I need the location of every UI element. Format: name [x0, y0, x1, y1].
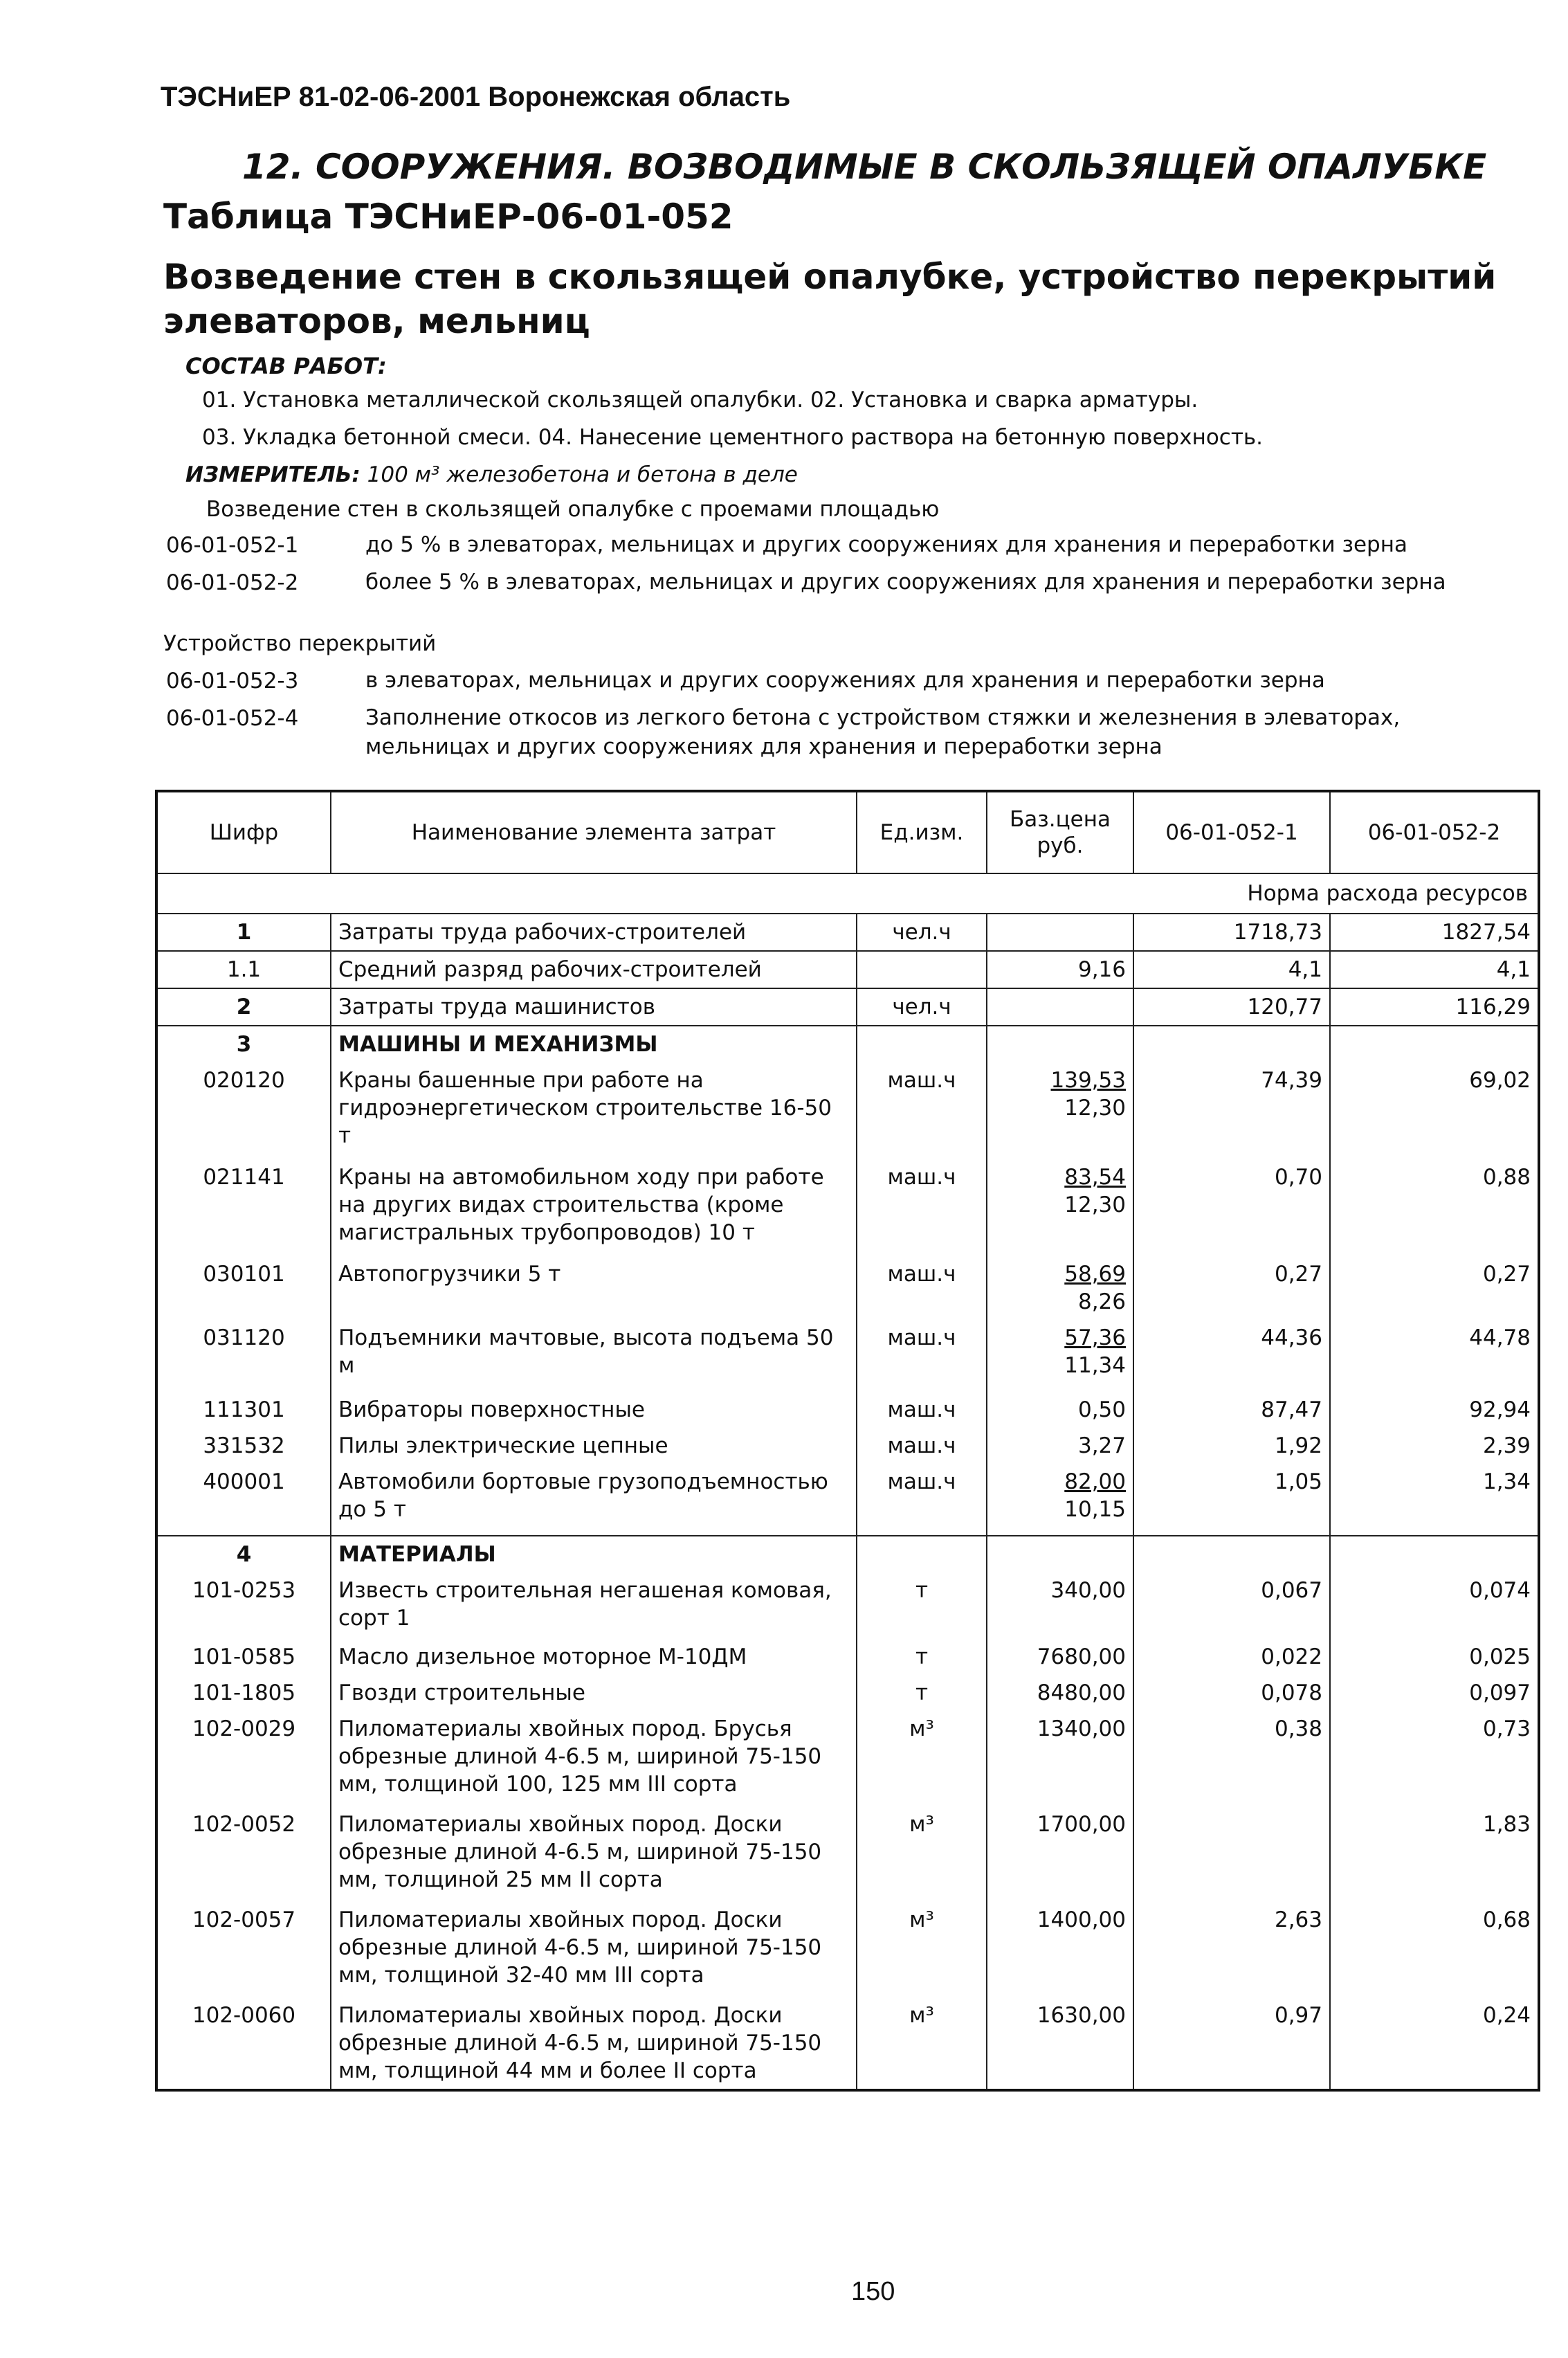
row-name: Средний разряд рабочих-строителей — [331, 951, 857, 988]
row-unit: м³ — [857, 1711, 987, 1806]
row-name: Гвозди строительные — [331, 1675, 857, 1711]
row-code: 031120 — [156, 1320, 331, 1392]
table-row — [156, 1159, 1539, 1256]
row-code: 101-0253 — [156, 1572, 331, 1639]
item-description: до 5 % в элеваторах, мельницах и других сооружениях для хранения и переработки зерна — [365, 532, 1407, 557]
row-price — [987, 988, 1133, 1026]
row-name: Затраты труда рабочих-строителей — [331, 914, 857, 951]
row-name: Пиломатериалы хвойных пород. Доски обрезные длиной 4-6.5 м, шириной 75-150 мм, толщиной 44 мм и более II сорта — [331, 1997, 857, 2090]
row-price: 1400,00 — [987, 1902, 1133, 1997]
document-title: Возведение стен в скользящей опалубке, устройство перекрытий элеваторов, мельниц — [163, 257, 1497, 341]
machine-price: 57,36 — [1064, 1325, 1126, 1350]
header-price: Баз.цена руб. — [987, 791, 1133, 873]
operator-wage: 10,15 — [1064, 1497, 1126, 1522]
row-code: 1.1 — [156, 951, 331, 988]
work-composition-label: СОСТАВ РАБОТ: — [185, 353, 387, 379]
row-value-1: 1718,73 — [1133, 914, 1330, 951]
table-row — [156, 1997, 1539, 2090]
row-code: 102-0060 — [156, 1997, 331, 2090]
row-name: Пиломатериалы хвойных пород. Доски обрезные длиной 4-6.5 м, шириной 75-150 мм, толщиной 25 мм II сорта — [331, 1806, 857, 1902]
machine-price: 82,00 — [1064, 1469, 1126, 1494]
work-line: 01. Установка металлической скользящей опалубки. 02. Установка и сварка арматуры. — [202, 388, 1198, 412]
running-header: ТЭСНиЕР 81-02-06-2001 Воронежская область — [161, 82, 791, 112]
row-value-1: 120,77 — [1133, 988, 1330, 1026]
row-price — [987, 1536, 1133, 1572]
row-code: 102-0057 — [156, 1902, 331, 1997]
row-value-1: 1,92 — [1133, 1428, 1330, 1464]
row-unit — [857, 1536, 987, 1572]
table-row — [156, 1711, 1539, 1806]
table-row — [156, 1806, 1539, 1902]
row-name: Известь строительная негашеная комовая, сорт 1 — [331, 1572, 857, 1639]
row-value-1: 44,36 — [1133, 1320, 1330, 1392]
row-price — [987, 1026, 1133, 1062]
row-value-2: 0,68 — [1330, 1902, 1539, 1997]
work-line: 03. Укладка бетонной смеси. 04. Нанесение цементного раствора на бетонную поверхность. — [202, 425, 1264, 450]
row-value-2: 69,02 — [1330, 1062, 1539, 1159]
resource-table — [155, 790, 1540, 2092]
header-unit: Ед.изм. — [857, 791, 987, 873]
operator-wage: 12,30 — [1064, 1192, 1126, 1217]
table-row — [156, 1572, 1539, 1639]
row-code: 020120 — [156, 1062, 331, 1159]
row-price: 3,27 — [987, 1428, 1133, 1464]
row-value-1: 0,067 — [1133, 1572, 1330, 1639]
row-name: Пилы электрические цепные — [331, 1428, 857, 1464]
row-name: Краны на автомобильном ходу при работе на других видах строительства (кроме магистральных трубопроводов) 10 т — [331, 1159, 857, 1256]
table-row — [156, 1428, 1539, 1464]
row-code: 102-0029 — [156, 1711, 331, 1806]
row-unit: чел.ч — [857, 914, 987, 951]
row-value-1: 87,47 — [1133, 1392, 1330, 1428]
row-unit: чел.ч — [857, 988, 987, 1026]
measure-label: ИЗМЕРИТЕЛЬ: — [185, 462, 361, 487]
row-value-2: 1,34 — [1330, 1464, 1539, 1536]
row-price: 8480,00 — [987, 1675, 1133, 1711]
header-col-1: 06-01-052-1 — [1133, 791, 1330, 873]
row-name: Вибраторы поверхностные — [331, 1392, 857, 1428]
row-price: 340,00 — [987, 1572, 1133, 1639]
row-unit: маш.ч — [857, 1159, 987, 1256]
row-price: 1630,00 — [987, 1997, 1133, 2090]
row-value-1: 0,97 — [1133, 1997, 1330, 2090]
measure-line — [185, 462, 798, 487]
table-row — [156, 1392, 1539, 1428]
row-code: 101-0585 — [156, 1639, 331, 1675]
row-code: 3 — [156, 1026, 331, 1062]
table-row — [156, 1675, 1539, 1711]
row-name: МАШИНЫ И МЕХАНИЗМЫ — [331, 1026, 857, 1062]
operator-wage: 11,34 — [1064, 1353, 1126, 1378]
section-title: 12. СООРУЖЕНИЯ. ВОЗВОДИМЫЕ В СКОЛЬЗЯЩЕЙ ОПАЛУБКЕ — [242, 147, 1487, 187]
row-price — [987, 1464, 1133, 1536]
row-code: 111301 — [156, 1392, 331, 1428]
row-price: 1340,00 — [987, 1711, 1133, 1806]
row-value-2: 0,73 — [1330, 1711, 1539, 1806]
row-code: 4 — [156, 1536, 331, 1572]
table-header-row — [156, 791, 1539, 873]
row-unit — [857, 951, 987, 988]
item-description: в элеваторах, мельницах и других сооружениях для хранения и переработки зерна — [365, 668, 1325, 693]
machine-price: 139,53 — [1050, 1068, 1126, 1093]
row-value-2: 2,39 — [1330, 1428, 1539, 1464]
row-value-2: 116,29 — [1330, 988, 1539, 1026]
row-unit: маш.ч — [857, 1062, 987, 1159]
row-price — [987, 1320, 1133, 1392]
table-row — [156, 1256, 1539, 1320]
row-unit: маш.ч — [857, 1256, 987, 1320]
row-value-1 — [1133, 1026, 1330, 1062]
row-value-2: 0,097 — [1330, 1675, 1539, 1711]
row-value-1: 74,39 — [1133, 1062, 1330, 1159]
group-title: Устройство перекрытий — [163, 631, 437, 656]
header-name: Наименование элемента затрат — [331, 791, 857, 873]
header-col-2: 06-01-052-2 — [1330, 791, 1539, 873]
table-row — [156, 1902, 1539, 1997]
row-value-2 — [1330, 1536, 1539, 1572]
table-row — [156, 1464, 1539, 1536]
operator-wage: 8,26 — [1077, 1289, 1126, 1314]
row-name: Автомобили бортовые грузоподъемностью до 5 т — [331, 1464, 857, 1536]
norm-caption-row — [156, 873, 1539, 914]
row-price: 0,50 — [987, 1392, 1133, 1428]
row-value-1: 0,078 — [1133, 1675, 1330, 1711]
row-value-2: 0,88 — [1330, 1159, 1539, 1256]
operator-wage: 12,30 — [1064, 1096, 1126, 1121]
row-value-1: 0,38 — [1133, 1711, 1330, 1806]
table-row — [156, 1536, 1539, 1572]
row-unit: м³ — [857, 1902, 987, 1997]
row-unit: маш.ч — [857, 1464, 987, 1536]
row-unit: маш.ч — [857, 1428, 987, 1464]
measure-text: 100 м³ железобетона и бетона в деле — [367, 462, 798, 487]
row-value-2 — [1330, 1026, 1539, 1062]
row-value-1: 2,63 — [1133, 1902, 1330, 1997]
row-name: Пиломатериалы хвойных пород. Брусья обрезные длиной 4-6.5 м, шириной 75-150 мм, толщиной 100, 125 мм III сорта — [331, 1711, 857, 1806]
row-unit: маш.ч — [857, 1320, 987, 1392]
item-code: 06-01-052-2 — [166, 570, 299, 595]
table-row — [156, 951, 1539, 988]
table-name: Таблица ТЭСНиЕР-06-01-052 — [163, 197, 733, 237]
header-code: Шифр — [156, 791, 331, 873]
row-value-1: 0,022 — [1133, 1639, 1330, 1675]
row-value-2: 0,025 — [1330, 1639, 1539, 1675]
row-value-2: 44,78 — [1330, 1320, 1539, 1392]
row-value-2: 1,83 — [1330, 1806, 1539, 1902]
row-value-1: 1,05 — [1133, 1464, 1330, 1536]
row-code: 030101 — [156, 1256, 331, 1320]
item-code: 06-01-052-1 — [166, 533, 299, 558]
row-value-2: 1827,54 — [1330, 914, 1539, 951]
row-price — [987, 1159, 1133, 1256]
row-code: 2 — [156, 988, 331, 1026]
row-price — [987, 1062, 1133, 1159]
group-title: Возведение стен в скользящей опалубке с проемами площадью — [206, 497, 940, 522]
row-code: 021141 — [156, 1159, 331, 1256]
row-value-1: 4,1 — [1133, 951, 1330, 988]
row-name: Затраты труда машинистов — [331, 988, 857, 1026]
machine-price: 83,54 — [1064, 1165, 1126, 1190]
row-price — [987, 1256, 1133, 1320]
row-value-1: 0,70 — [1133, 1159, 1330, 1256]
row-name: Подъемники мачтовые, высота подъема 50 м — [331, 1320, 857, 1392]
row-value-1 — [1133, 1536, 1330, 1572]
row-unit: т — [857, 1572, 987, 1639]
row-name: МАТЕРИАЛЫ — [331, 1536, 857, 1572]
item-description: Заполнение откосов из легкого бетона с устройством стяжки и железнения в элеваторах, мельницах и других сооружениях для хранения и переработки зерна — [365, 705, 1401, 759]
row-price — [987, 914, 1133, 951]
row-name: Краны башенные при работе на гидроэнергетическом строительстве 16-50 т — [331, 1062, 857, 1159]
row-name: Масло дизельное моторное М-10ДМ — [331, 1639, 857, 1675]
row-code: 1 — [156, 914, 331, 951]
row-value-1: 0,27 — [1133, 1256, 1330, 1320]
row-unit: м³ — [857, 1806, 987, 1902]
table-row — [156, 988, 1539, 1026]
table-row — [156, 1026, 1539, 1062]
row-value-2: 0,27 — [1330, 1256, 1539, 1320]
row-name: Пиломатериалы хвойных пород. Доски обрезные длиной 4-6.5 м, шириной 75-150 мм, толщиной 32-40 мм III сорта — [331, 1902, 857, 1997]
page-number: 150 — [851, 2277, 895, 2306]
row-unit: т — [857, 1639, 987, 1675]
row-value-2: 4,1 — [1330, 951, 1539, 988]
norm-caption: Норма расхода ресурсов — [156, 873, 1539, 914]
row-name: Автопогрузчики 5 т — [331, 1256, 857, 1320]
row-value-2: 92,94 — [1330, 1392, 1539, 1428]
item-code: 06-01-052-3 — [166, 669, 299, 693]
row-price: 7680,00 — [987, 1639, 1133, 1675]
table-row — [156, 1639, 1539, 1675]
row-price: 1700,00 — [987, 1806, 1133, 1902]
item-description: более 5 % в элеваторах, мельницах и других сооружениях для хранения и переработки зерна — [365, 570, 1446, 595]
row-value-1 — [1133, 1806, 1330, 1902]
row-code: 400001 — [156, 1464, 331, 1536]
table-row — [156, 1320, 1539, 1392]
table-row — [156, 1062, 1539, 1159]
machine-price: 58,69 — [1064, 1262, 1126, 1287]
row-price: 9,16 — [987, 951, 1133, 988]
row-unit: маш.ч — [857, 1392, 987, 1428]
row-code: 102-0052 — [156, 1806, 331, 1902]
row-code: 101-1805 — [156, 1675, 331, 1711]
row-unit: м³ — [857, 1997, 987, 2090]
row-unit — [857, 1026, 987, 1062]
row-unit: т — [857, 1675, 987, 1711]
row-code: 331532 — [156, 1428, 331, 1464]
item-code: 06-01-052-4 — [166, 706, 299, 731]
table-row — [156, 914, 1539, 951]
row-value-2: 0,074 — [1330, 1572, 1539, 1639]
row-value-2: 0,24 — [1330, 1997, 1539, 2090]
